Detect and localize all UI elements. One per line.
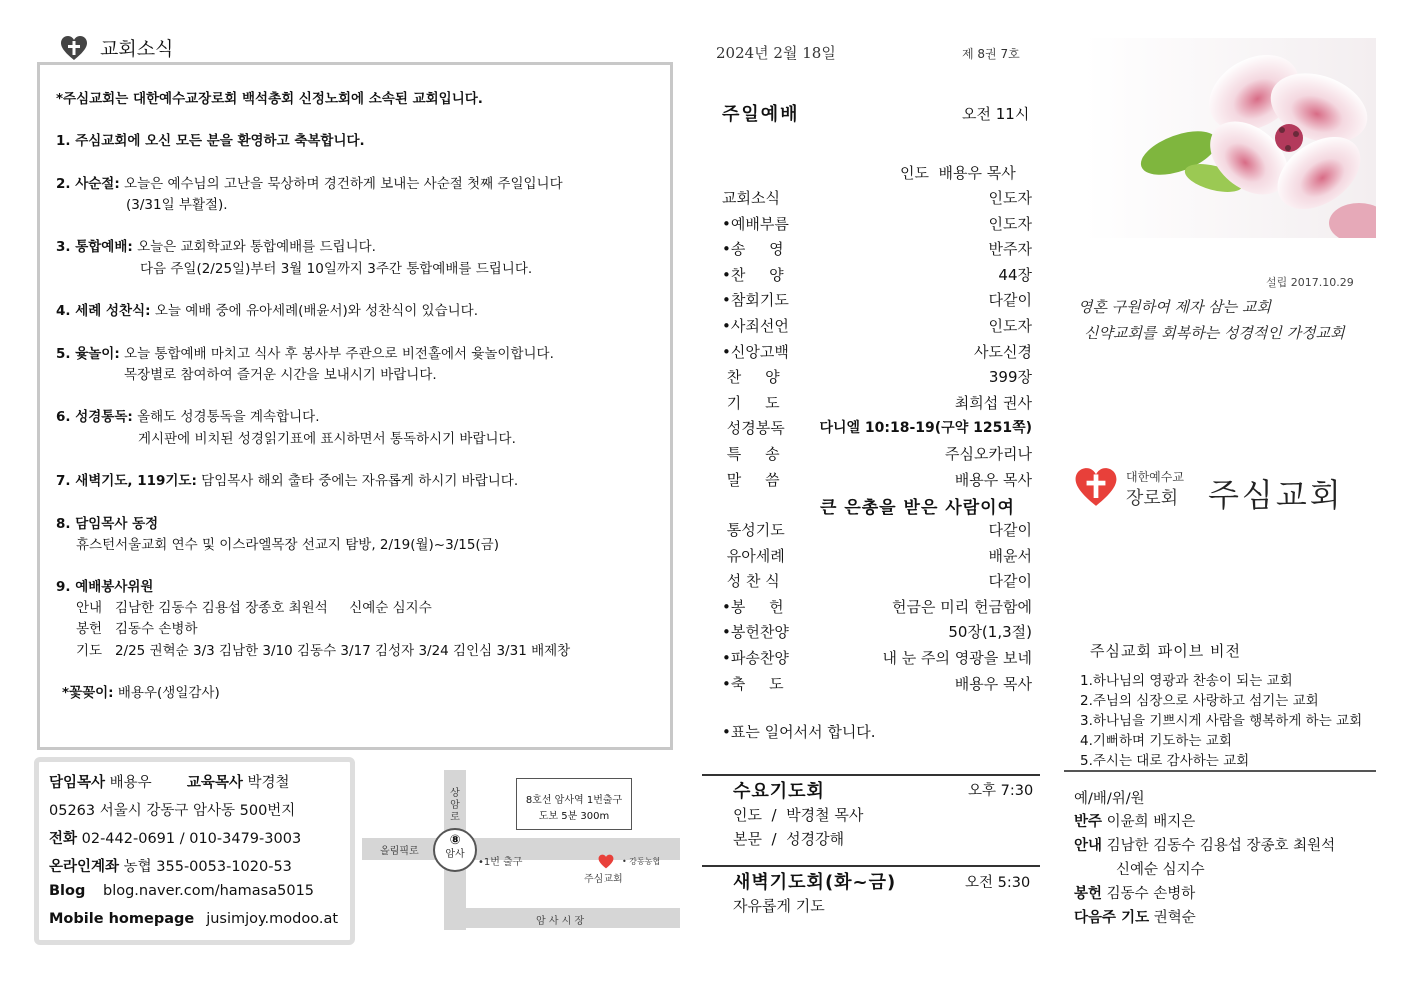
order-row — [722, 289, 1032, 314]
order-row — [722, 596, 1032, 621]
news-item-9: 9. 예배봉사위원 — [56, 579, 154, 595]
church-logo — [1074, 462, 1374, 518]
pastor-info: 담임목사 배용우 교육목사 박경철 — [49, 775, 290, 791]
order-row — [722, 315, 1032, 340]
order-item-value: 399장 — [988, 368, 1032, 387]
station-name: 암사 — [445, 849, 465, 860]
order-item-label: 성경봉독 — [722, 419, 785, 438]
order-item-label: •축 도 — [722, 674, 784, 693]
order-item-label: 기 도 — [722, 393, 780, 412]
founded-date: 설립 2017.10.29 — [1266, 276, 1354, 289]
committee-guide-cont: 신예순 심지수 — [1116, 862, 1205, 878]
news-item-5-cont: 목장별로 참여하여 즐거운 시간을 보내시기 바랍니다. — [124, 367, 437, 383]
order-item-value: 다같이 — [988, 572, 1032, 591]
order-row — [722, 417, 1032, 442]
dawn-title: 새벽기도회(화~금) — [733, 872, 897, 893]
news-item-2-cont: (3/31일 부활절). — [126, 197, 228, 213]
callout-line-2: 도보 5분 300m — [538, 811, 610, 822]
dawn-text: 자유롭게 기도 — [733, 897, 825, 915]
map-callout — [516, 778, 632, 830]
committee-guide: 안내 김남한 김동수 김용섭 장종호 최원석 — [1074, 838, 1336, 854]
service-title: 주일예배 — [722, 104, 800, 125]
order-row — [722, 443, 1032, 468]
divider-wed — [702, 774, 1040, 776]
mobile-homepage: Mobile homepage jusimjoy.modoo.at — [49, 911, 339, 927]
church-info-box — [34, 757, 355, 945]
service-time: 오전 11시 — [962, 105, 1030, 123]
divider-committee — [1064, 770, 1376, 772]
order-item-value: 인도자 — [988, 214, 1032, 233]
logo-heart-cross-icon — [1074, 466, 1118, 508]
callout-line-1: 8호선 암사역 1번출구 — [525, 795, 623, 806]
order-item-label: •신앙고백 — [722, 342, 789, 361]
order-row — [722, 647, 1032, 672]
phone: 전화 02-442-0691 / 010-3479-3003 — [49, 831, 302, 847]
news-item-3: 3. 통합예배: 오늘은 교회학교와 통합예배를 드립니다. — [56, 239, 376, 255]
news-item-9-prayer: 기도 2/25 권혁순 3/3 김남한 3/10 김동수 3/17 김성자 3/24 김인심 3/31 배제창 — [76, 643, 571, 659]
order-item-label: •사죄선언 — [722, 317, 789, 335]
order-item-value: 배용우 목사 — [954, 674, 1032, 693]
divider-dawn — [702, 865, 1040, 867]
order-row — [722, 392, 1032, 417]
news-item-2: 2. 사순절: 오늘은 예수님의 고난을 묵상하며 경건하게 보내는 사순절 첫째 주일입니다 — [56, 176, 563, 192]
market-label: 암 사 시 장 — [536, 916, 585, 927]
blog: Blog blog.naver.com/hamasa5015 — [49, 883, 315, 899]
news-item-8: 8. 담임목사 동정 — [56, 516, 159, 532]
order-row — [722, 673, 1032, 698]
motto-line-1: 영혼 구원하여 제자 삼는 교회 — [1078, 298, 1271, 316]
order-item-value: 최희섭 권사 — [954, 393, 1032, 412]
logo-small-text-2: 장로회 — [1126, 488, 1179, 509]
order-item-value: 주심오카리나 — [945, 445, 1032, 463]
motto-line-2: 신약교회를 회복하는 성경적인 가정교회 — [1084, 324, 1345, 342]
dawn-time: 오전 5:30 — [965, 875, 1031, 891]
bulletin-volume: 제 8권 7호 — [962, 47, 1020, 61]
bank-label: • 강동농협 — [622, 857, 661, 866]
road-vertical-label: 상암로 — [450, 788, 460, 823]
order-row — [722, 187, 1032, 212]
news-item-9-guide: 안내 김남한 김동수 김용섭 장종호 최원석 신예순 심지수 — [76, 600, 432, 616]
location-map — [358, 770, 680, 930]
news-item-5: 5. 윷놀이: 오늘 통합예배 마치고 식사 후 봉사부 주관으로 비전홀에서 윷놀이합니다. — [56, 346, 554, 362]
order-row — [722, 570, 1032, 595]
wed-title: 수요기도회 — [733, 781, 825, 802]
order-row — [722, 238, 1032, 263]
order-row — [722, 469, 1032, 494]
committee-accompanist: 반주 이윤희 배지은 — [1074, 814, 1196, 830]
order-item-label: •봉 헌 — [722, 597, 784, 616]
order-item-label: •봉헌찬양 — [722, 623, 789, 642]
news-item-9-offering: 봉헌 김동수 손병하 — [76, 621, 198, 637]
church-heart-icon — [598, 854, 614, 869]
standing-note: •표는 일어서서 합니다. — [722, 723, 876, 741]
order-row — [722, 621, 1032, 646]
order-row — [722, 366, 1032, 391]
committee-title: 예/배/위/원 — [1074, 791, 1145, 807]
order-item-value: 헌금은 미리 헌금함에 — [892, 597, 1032, 616]
exit-label: •1번 출구 — [478, 857, 523, 868]
order-item-value: 내 눈 주의 영광을 보네 — [882, 649, 1032, 667]
vision-item: 3.하나님을 기쁘시게 사람을 행복하게 하는 교회 — [1080, 713, 1363, 729]
order-item-label: •찬 양 — [722, 265, 784, 284]
order-item-value: 다니엘 10:18-19(구약 1251쪽) — [819, 420, 1032, 437]
order-item-value: 44장 — [998, 265, 1032, 284]
order-row — [722, 264, 1032, 289]
order-item-value: 다같이 — [988, 521, 1032, 539]
news-item-7: 7. 새벽기도, 119기도: 담임목사 해외 출타 중에는 자유롭게 하시기 바랍니다. — [56, 473, 519, 489]
order-row — [722, 341, 1032, 366]
order-row — [722, 545, 1032, 570]
order-item-value: 반주자 — [988, 240, 1032, 259]
sermon-title: 큰 은총을 받은 사람이여 — [820, 498, 1015, 518]
station-number: ⑧ — [449, 833, 461, 848]
service-leader: 인도 배용우 목사 — [900, 164, 1016, 182]
order-item-value: 인도자 — [988, 317, 1032, 335]
vision-item: 2.주님의 심장으로 사랑하고 섬기는 교회 — [1080, 693, 1319, 709]
order-item-label: •송 영 — [722, 240, 784, 259]
order-item-label: 찬 양 — [722, 368, 780, 387]
order-item-value: 인도자 — [988, 189, 1032, 207]
vision-item: 1.하나님의 영광과 찬송이 되는 교회 — [1080, 673, 1293, 689]
news-box — [37, 62, 673, 750]
order-item-label: •참회기도 — [722, 291, 789, 310]
news-item-6-cont: 게시판에 비치된 성경읽기표에 표시하면서 통독하시기 바랍니다. — [138, 431, 516, 447]
news-flower: *꽃꽂이: 배용우(생일감사) — [62, 685, 220, 701]
order-row — [722, 213, 1032, 238]
vision-item: 5.주시는 대로 감사하는 교회 — [1080, 753, 1250, 769]
bulletin-date: 2024년 2월 18일 — [716, 44, 836, 62]
road-olympic-label: 올림픽로 — [380, 846, 419, 857]
committee-next-prayer: 다음주 기도 권혁순 — [1074, 910, 1196, 926]
online-account: 온라인계좌 농협 355-0053-1020-53 — [49, 859, 292, 875]
order-item-label: 성 찬 식 — [722, 572, 780, 591]
vision-title: 주심교회 파이브 비전 — [1090, 642, 1241, 660]
news-item-8-cont: 휴스턴서울교회 연수 및 이스라엘목장 선교지 탐방, 2/19(월)~3/15(금) — [76, 537, 499, 553]
order-item-label: 말 씀 — [722, 470, 780, 489]
news-item-3-cont: 다음 주일(2/25일)부터 3월 10일까지 3주간 통합예배를 드립니다. — [140, 261, 533, 277]
order-item-label: 특 송 — [722, 445, 780, 463]
address: 05263 서울시 강동구 암사동 500번지 — [49, 803, 296, 819]
wed-leader: 인도 / 박경철 목사 — [733, 806, 864, 824]
order-item-value: 배용우 목사 — [954, 470, 1032, 489]
logo-big-text: 주심교회 — [1208, 476, 1344, 514]
order-item-label: •파송찬양 — [722, 649, 789, 667]
order-item-value: 사도신경 — [974, 342, 1032, 361]
logo-small-text: 대한예수교 — [1126, 470, 1184, 484]
flower-image — [1084, 38, 1376, 238]
news-intro: *주심교회는 대한예수교장로회 백석총회 신정노회에 소속된 교회입니다. — [56, 91, 483, 107]
committee-offering: 봉헌 김동수 손병하 — [1074, 886, 1196, 902]
order-row — [722, 519, 1032, 544]
order-item-value: 다같이 — [988, 291, 1032, 310]
news-item-6: 6. 성경통독: 올해도 성경통독을 계속합니다. — [56, 409, 320, 425]
order-item-label: 통성기도 — [722, 521, 785, 539]
news-item-1: 1. 주심교회에 오신 모든 분을 환영하고 축복합니다. — [56, 133, 365, 149]
order-item-label: 교회소식 — [722, 189, 780, 207]
heart-cross-icon — [60, 35, 88, 61]
vision-item: 4.기뻐하며 기도하는 교회 — [1080, 733, 1232, 749]
news-item-4: 4. 세례 성찬식: 오늘 예배 중에 유아세례(배윤서)와 성찬식이 있습니다. — [56, 303, 479, 319]
order-item-label: •예배부름 — [722, 214, 789, 233]
church-label: 주심교회 — [584, 874, 623, 885]
news-header — [60, 34, 173, 61]
wed-time: 오후 7:30 — [968, 783, 1034, 799]
station-circle — [433, 828, 477, 872]
news-title: 교회소식 — [100, 38, 174, 60]
order-item-value: 배윤서 — [988, 546, 1032, 565]
order-item-value: 50장(1,3절) — [948, 623, 1032, 642]
order-item-label: 유아세례 — [722, 546, 785, 565]
wed-text: 본문 / 성경강해 — [733, 830, 845, 848]
